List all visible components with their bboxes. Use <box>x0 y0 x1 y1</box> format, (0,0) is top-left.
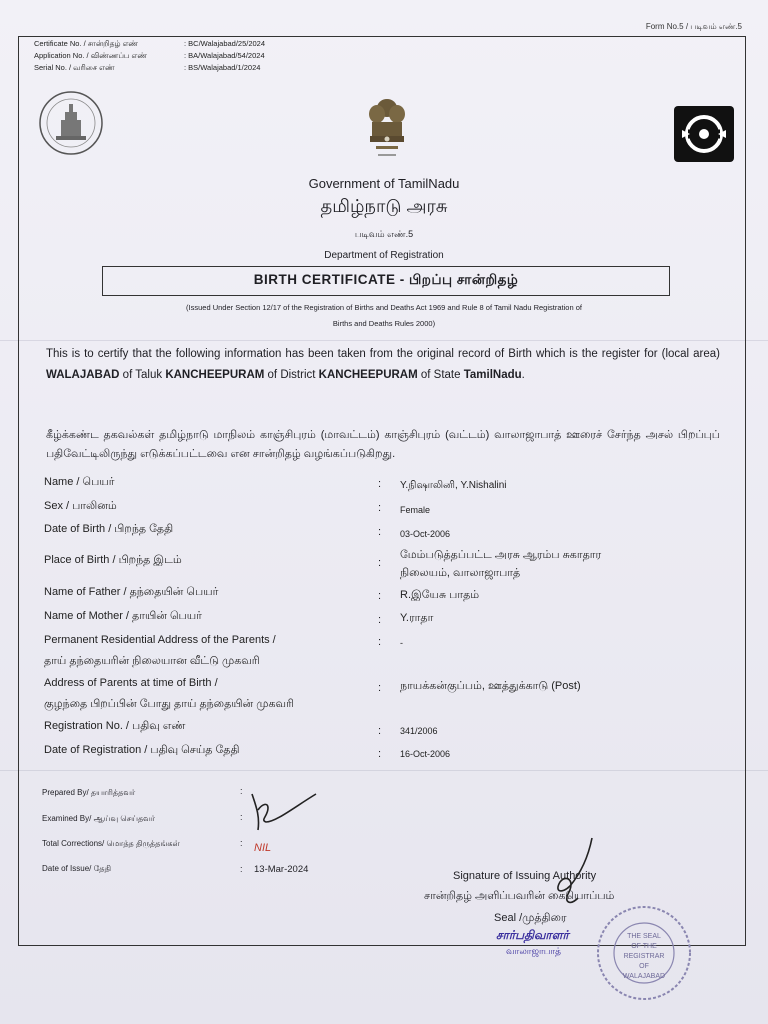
application-no-value: : BA/Walajabad/54/2024 <box>184 51 265 60</box>
certify-text-1: This is to certify that the following information has been taken from the original record of Birth which is the register for (local area) <box>46 348 720 360</box>
certify-text-4: of State <box>417 369 464 381</box>
application-no-row <box>34 50 265 62</box>
authority-signature-icon <box>540 834 610 914</box>
form-number-tamil: படிவம் எண்.5 <box>354 229 414 239</box>
seal-label: Seal /முத்திரை <box>494 912 567 924</box>
sex-label: Sex / பாலினம் <box>44 500 117 512</box>
certificate-border <box>18 36 746 946</box>
sex-value: Female <box>400 505 431 515</box>
signature-authority-label-tamil: சான்றிதழ் அளிப்பவரின் கையொப்பம் <box>424 890 615 902</box>
taluk: KANCHEEPURAM <box>165 369 265 381</box>
examiner-signature-icon <box>246 786 326 836</box>
district: KANCHEEPURAM <box>318 369 418 381</box>
name-label: Name / பெயர் <box>44 476 115 488</box>
reference-numbers <box>34 38 265 74</box>
signature-authority-label: Signature of Issuing Authority <box>453 870 597 882</box>
mother-name-label: Name of Mother / தாயின் பெயர் <box>44 610 202 622</box>
certificate-no-value: : BC/Walajabad/25/2024 <box>184 39 266 48</box>
field-colon: : <box>378 526 382 538</box>
government-name: Government of TamilNadu <box>308 176 460 191</box>
issued-line-2: Births and Deaths Rules 2000) <box>332 319 436 328</box>
permanent-address-value: - <box>400 638 403 648</box>
field-colon: : <box>378 614 382 626</box>
department-name: Department of Registration <box>324 250 444 261</box>
form-number: Form No.5 / படிவம் எண்.5 <box>645 22 742 31</box>
national-emblem-icon <box>364 94 410 164</box>
date-of-issue-label: Date of Issue/ தேதி <box>42 864 112 873</box>
government-name-tamil: தமிழ்நாடு அரசு <box>320 196 448 216</box>
certify-text-2: of Taluk <box>119 369 166 381</box>
registration-no-value: 341/2006 <box>400 726 438 736</box>
father-name-value: R.இயேசு பாதம் <box>400 589 480 601</box>
place-of-birth-value-2: நிலையம், வாலாஜாபாத் <box>400 567 521 579</box>
field-colon: : <box>240 786 243 796</box>
certificate-title <box>102 266 670 296</box>
field-colon: : <box>240 864 243 874</box>
issued-under-note <box>104 300 664 332</box>
field-colon: : <box>378 682 382 694</box>
place-of-birth-label: Place of Birth / பிறந்த இடம் <box>44 554 182 566</box>
field-colon: : <box>378 478 382 490</box>
dob-label: Date of Birth / பிறந்த தேதி <box>44 523 174 535</box>
certificate-title-text: BIRTH CERTIFICATE - பிறப்பு சான்றிதழ் <box>253 272 519 287</box>
certify-text-3: of District <box>264 369 319 381</box>
application-no-label: Application No. / விண்ணப்ப எண் <box>34 51 147 60</box>
certify-text-5: . <box>521 369 525 381</box>
svg-text:REGISTRAR: REGISTRAR <box>623 953 665 960</box>
certify-paragraph <box>46 344 720 386</box>
place-of-birth-value: மேம்படுத்தப்பட்ட அரசு ஆரம்ப சுகாதார <box>400 549 602 561</box>
examined-by-label: Examined By/ ஆய்வு செய்தவர் <box>42 814 155 823</box>
svg-text:WALAJABAD: WALAJABAD <box>622 973 666 980</box>
permanent-address-label-tamil: தாய் தந்தையரின் நிலையான வீட்டு முகவரி <box>44 655 260 667</box>
svg-text:OF THE: OF THE <box>631 943 657 950</box>
svg-text:OF: OF <box>639 963 649 970</box>
temple-emblem-icon <box>38 90 104 156</box>
field-colon: : <box>378 590 382 602</box>
birth-address-label: Address of Parents at time of Birth / <box>44 677 218 689</box>
registration-date-value: 16-Oct-2006 <box>400 749 451 759</box>
office-stamp-place: வாலாஜாபாத் <box>506 946 561 956</box>
registrar-seal-icon <box>592 904 696 1002</box>
total-corrections-value: NIL <box>254 842 272 854</box>
issued-line-1: (Issued Under Section 12/17 of the Registration of Births and Deaths Act 1969 and Rule 8 of Tamil Nadu Registration of <box>186 303 582 312</box>
registration-logo-icon <box>674 106 734 162</box>
certificate-no-label: Certificate No. / சான்றிதழ் எண் <box>34 39 138 48</box>
field-colon: : <box>378 748 382 760</box>
field-colon: : <box>378 502 382 514</box>
date-of-issue-value: 13-Mar-2024 <box>254 864 309 875</box>
prepared-by-label: Prepared By/ தயாரித்தவர் <box>42 788 136 797</box>
field-colon: : <box>240 812 243 822</box>
field-colon: : <box>240 838 243 848</box>
certificate-no-row <box>34 38 265 50</box>
registration-date-label: Date of Registration / பதிவு செய்த தேதி <box>44 744 240 756</box>
state: TamilNadu <box>463 369 522 381</box>
certify-paragraph-tamil: கீழ்க்கண்ட தகவல்கள் தமிழ்நாடு மாநிலம் காஞ்சிபுரம் (மாவட்டம்) காஞ்சிபுரம் (வட்டம்) வாலாஜாபாத் ஊரைச் சேர்ந்த அசல் பிறப்புப் பதிவேட்டிலிருந்து எடுக்கப்பட்டவை என சான்றிதழ் வழங்கப்படுகிறது. <box>46 429 720 460</box>
permanent-address-label: Permanent Residential Address of the Parents / <box>44 634 276 646</box>
dob-value: 03-Oct-2006 <box>400 529 451 539</box>
svg-text:THE SEAL: THE SEAL <box>627 933 661 940</box>
serial-no-value: : BS/Walajabad/1/2024 <box>184 63 261 72</box>
serial-no-label: Serial No. / வரிசை எண் <box>34 63 115 72</box>
father-name-label: Name of Father / தந்தையின் பெயர் <box>44 586 219 598</box>
local-area: WALAJABAD <box>46 369 120 381</box>
birth-address-label-tamil: குழந்தை பிறப்பின் போது தாய் தந்தையின் முகவரி <box>44 698 294 710</box>
name-value: Y.நிஷாலினி, Y.Nishalini <box>400 480 507 491</box>
field-colon: : <box>378 725 382 737</box>
field-colon: : <box>378 636 382 648</box>
birth-address-value: நாயக்கன்குப்பம், ஊத்துக்காடு (Post) <box>400 680 581 692</box>
registration-no-label: Registration No. / பதிவு எண் <box>44 720 186 732</box>
serial-no-row <box>34 62 265 74</box>
mother-name-value: Y.ராதா <box>400 612 434 624</box>
office-stamp: சார்பதிவாளர் <box>496 928 569 942</box>
total-corrections-label: Total Corrections/ மொத்த திருத்தங்கள் <box>42 839 180 848</box>
field-colon: : <box>378 557 382 569</box>
